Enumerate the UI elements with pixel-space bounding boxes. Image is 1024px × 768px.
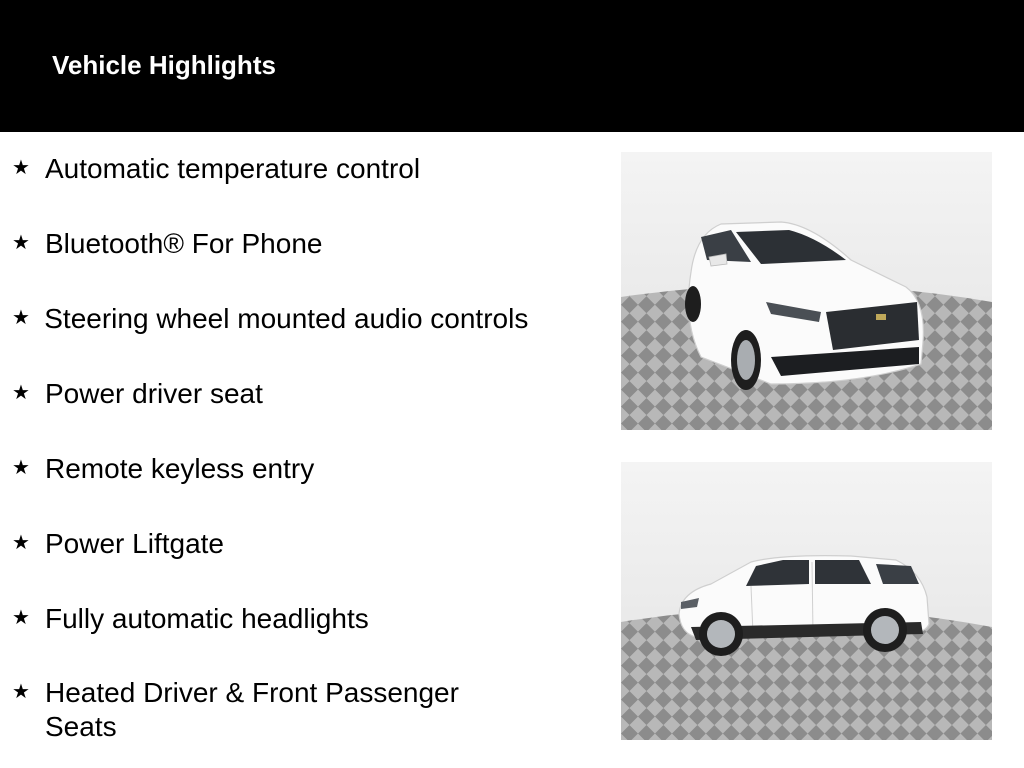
- feature-text: Power driver seat: [45, 378, 263, 409]
- vehicle-photo-side: [621, 462, 992, 740]
- feature-item: [12, 676, 572, 744]
- star-icon: ★: [12, 605, 30, 629]
- feature-item: [12, 527, 572, 561]
- feature-item: [12, 602, 572, 636]
- feature-text: Steering wheel mounted audio controls: [44, 303, 529, 334]
- star-icon: ★: [12, 455, 30, 479]
- feature-text: Automatic temperature control: [45, 153, 421, 184]
- feature-text: Bluetooth® For Phone: [45, 228, 323, 259]
- feature-text: Remote keyless entry: [45, 453, 315, 484]
- feature-item: [12, 377, 572, 411]
- star-icon: ★: [12, 305, 30, 329]
- vehicle-photo-front: [621, 152, 992, 430]
- feature-item: [12, 227, 572, 261]
- star-icon: ★: [12, 230, 30, 254]
- star-icon: ★: [12, 530, 30, 554]
- star-icon: ★: [12, 155, 30, 179]
- feature-text: Heated Driver & Front Passenger Seats: [45, 677, 459, 742]
- vehicle-side-image: [621, 462, 992, 740]
- feature-item: [12, 452, 572, 486]
- star-icon: ★: [12, 380, 30, 404]
- vehicle-front-image: [621, 152, 992, 430]
- feature-item: [12, 302, 572, 336]
- feature-text: Power Liftgate: [45, 528, 224, 559]
- star-icon: ★: [12, 679, 30, 703]
- feature-item: [12, 152, 572, 186]
- feature-text: Fully automatic headlights: [45, 603, 369, 634]
- page-title: Vehicle Highlights: [52, 50, 276, 80]
